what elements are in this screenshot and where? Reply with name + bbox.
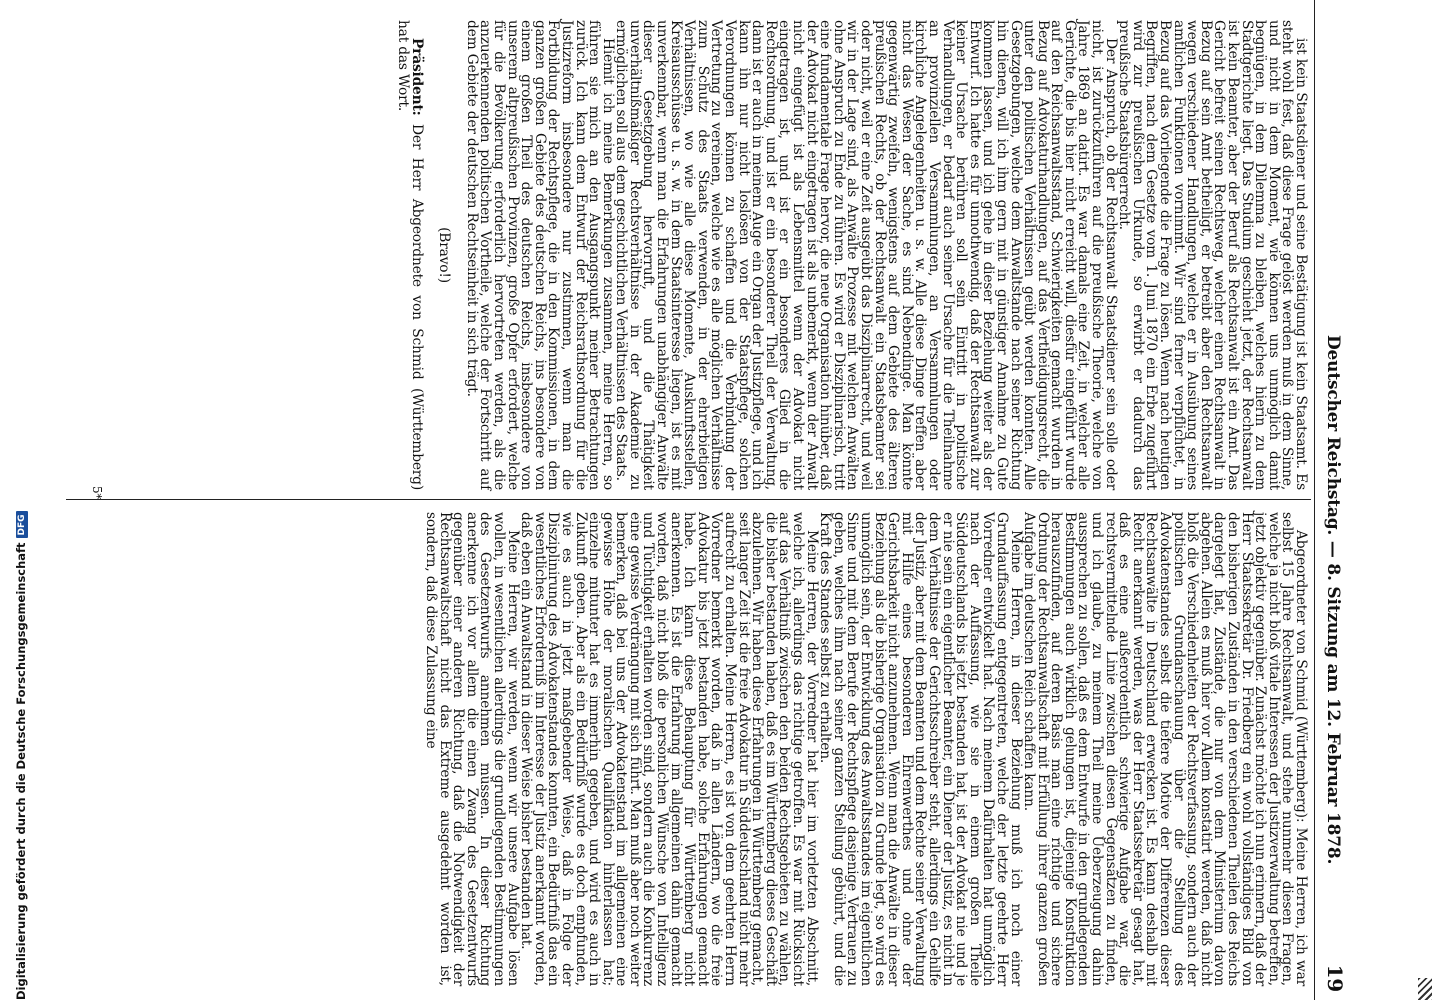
applause-note: (Bravo!) [436,227,453,283]
closing-paragraph [395,20,425,490]
page-title: Deutscher Reichstag. — 8. Sitzung am 12. Februar 1878. [1323,335,1343,865]
paragraph: Meine Herren, in dieser Beziehung muß ich noch einer Grundauffassung entgegentreten, welche der letzte geehrte Herr Vorredner entwickelt hat. Nach meinem Dafürhalten hat unmöglich nach der Auffassung, wie sie in einem großen Theile Süddeutschlands bis jetzt bestanden hat, ist der Advokat nie und je er nie sein ein eigentlicher Beamter, ein Diener der Justiz, es nicht in dem Verhältnisse der Gerichtsschreiber steht, allerdings ein Gehilfe der Justiz, aber mit dem Beamten und dem Rechte seiner Verwaltung mit Hilfe eines besonderen Ehrenwerthes und ohne der Gerichtsbarkeit nicht anzunehmen. Wenn man die Anwälte in dieser Beziehung als die bisherige Organisation zu Grunde legt, so wird es unmöglich sein, der Entwicklung des Anwaltsstandes im eigentlichen Sinne und mit dem Berufe der Rechtspflege dasjenige Vertrauen zu geben, welches ihm nach seiner ganzen Stellung gebührt, und die Kraft des Standes selbst zu erhalten. [817,512,1024,986]
paragraph: ist kein Staatsdiener und seine Bestätigung ist kein Staatsamt. Es steht wohl fest, daß diese Frage gelöst werden muß in dem Sinne, und nicht in dem Moment, wie können uns unmöglich damit begnügen, in dem Dilemma zu bleiben, welches hierin zu dem Stadtgerichte liegt. Das Studium geschieht jetzt, der Rechtsanwalt ist kein Beamter, aber der Beruf als Rechtsanwalt ist ein Amt. Das Gericht befreit seinen Rechtsweg, welcher einen Rechtsanwalt in Bezug auf sein Amt betheiligt, er betreibt aber den Rechtsanwalt wegen verschiedener Handlungen, welche er in Ausübung seines amtlichen Funktionen vornimmt. Wir sind ferner verpflichtet, in Bezug auf das Vorliegende die Frage zu lösen. Wenn nach heutigen Begriffen, nach dem Gesetze vom 1. Juni 1870 ein Erbe zugeführt wird zur preußischen Urkunde, so erwirbt er dadurch das preußische Staatsbürgerrecht. [1116,20,1309,490]
dfg-logo: DFG [16,511,28,538]
speaker-text: Der Herr Abgeordnete von Schmid (Württemberg) hat das Wort. [395,20,425,490]
right-text-column [67,512,1307,986]
page-header [1314,0,1345,1000]
signature-mark: 5* [90,486,104,500]
paragraph: Abgeordneter von Schmid (Württemberg): Meine Herren, ich war selbst 15 Jahre Rechtsanwalt, und stehe nunmehr diesen Fragen, welche ja nicht bloß vitale Interessen der Justizverwaltung betreffen, jetzt objektiv gegenüber. Zunächst möchte ich nun erinnern, daß der Herr Staatssekretär Dr. Friedberg ein wohl vollständiges Bild von den bisherigen Zuständen in den verschiedenen Theilen des Reichs dargelegt hat, Zustände, die nur von dem Ministerium davon abgehen. Allein es muß hier vor Allem konstatirt werden, daß nicht bloß die Verschiedenheiten der Rechtsverfassung, sondern auch der politischen Grundanschauung über die Stellung des Advokatenstandes selbst die tiefere Motive der Differenzen dieser Rechtsanwälte in Deutschland erwecken ist. Es kann deshalb mit Recht anerkannt werden, was der Herr Staatssekretär gesagt hat, daß es eine außerordentlich schwierige Aufgabe war, die rechtsvermittelnde Linie zwischen diesen Gegensätzen zu finden, und ich glaube, zu meinem Theil meine Ueberzeugung dahin aussprechen zu sollen, daß es dem Entwurfe in den grundlegenden Bestimmungen auch wirklich gelungen ist, diejenige Konstruktion herauszufinden, auf deren Basis man eine richtige und sichere Ordnung der Rechtsanwaltschaft mit Erfüllung ihrer ganzen großen Aufgabe im deutschen Reich schaffen kann. [1021,512,1309,986]
digitization-notice-text: Digitalisierung gefördert durch die Deutsche Forschungsgemeinschaft [14,542,28,1000]
scan-edge-mark [1418,978,1432,1000]
page-number: 19 [1323,964,1347,992]
rotated-newspaper-page [65,0,1345,1000]
paragraph: Hiemit ich meine Bemerkungen zusammen, meine Herren, so führen sie mich an den Ausgangspunkt meiner Betrachtungen zurück. Ich kann dem Entwurf der Reichsrathsordnung für die Justizreform insbesondere nur zustimmen, wenn man die Fortbildung der Rechtspflege, die in den Kommissionen, in dem ganzen großen Gebiete des deutschen Reichs, ins besondere von einem großen Theil des deutschen Reichs, insbesondere von unserem altpreußischen Provinzen, große Opfer erfordert, welche für die Bevölkerung erforderlich hervortreten werden, als die anzuerkennenden politischen Vortheile, welche der Fortschritt auf dem Gebiete der deutschen Rechtseinheit in sich trägt. [463,20,616,490]
left-text-column [67,20,1307,490]
digitization-notice [14,511,28,1000]
paragraph: Meine Herren, der Vorredner hat hier im vorletzten Abschnitt, welche ich, allerdings das richtige getroffen. Es war mit Rücksicht auf das Verhältniß zwischen den beiden Rechtsgebieten zu wählen, die bisher bestanden haben, daß es im Württemberg dieses Geschäft abzulehnen. Wir haben diese Erfahrungen in Württemberg gemacht, seit langer Zeit ist die freie Advokatur in Süddeutschland nicht mehr aufrecht zu erhalten. Meine Herren, es ist von dem geehrten Herrn Vorredner bemerkt worden, daß in allen Ländern, wo die freie Advokatur bis jetzt bestanden habe, solche Erfahrungen gemacht habe. Ich kann diese Behauptung für Württemberg nicht anerkennen. Es ist die Erfahrung im allgemeinen dahin gemacht worden, daß nicht bloß die persönlichen Wünsche von Intelligenz und Tüchtigkeit erhalten worden sind, sondern auch die Konkurrenz eine gewisse Verdrängung mit sich führt. Man muß aber noch weiter bemerken, daß bei uns der Advokatenstand im allgemeinen eine gewisse Höhe der moralischen Qualifikation hinterlassen hat; einzelne mitunter hat es immerhin gegeben, und wird es auch in Zukunft geben. Aber als ein Bedürfniß wurde es doch empfunden, wie es auch in jetzt maßgebender Weise, daß in Folge der Disziplinirung des Advokatenstandes konnten, ein Bedürfniß das ein wesentliches Erforderniß im Interesse der Justiz anerkannt worden, daß eben ein Anwaltstand in dieser Weise bisher bestanden hat. [518,512,820,986]
speaker-label: Präsident: [408,38,425,116]
column-divider [66,499,1311,500]
paragraph: Der Anspruch, ob der Rechtsanwalt Staatsdiener sein solle oder nicht, ist zurückzuführen auf die preußische Theorie, welche von Jahre 1869 an datirt. Es war damals eine Zeit, in welcher alle Gerichte, die bis hier nicht erreicht will, diesfür eingeführt wurde auf den Reichsanwaltsstand, Schwierigkeiten gemacht wurden in Bezug auf Advokaturhandlungen, auf das Vertheidigungsrecht, die unter den politischen Verhältnissen geübt werden konnten. Alle Gesetzgebungen, welche dem Anwaltstande nach seiner Richtung hin dienen, will ich ihm gern mit in günstiger Annahme zu Gute kommen lassen, und ich gehe in dieser Beziehung weiter als der Entwurf. Ich hatte es für unnothwendig, daß der Rechtsanwalt zur keiner Ursache berühren soll sein Eintritt in politische Verhandlungen, er bedarf auch seiner Ursache für die Theilnahme an provinziellen Versammlungen, an Versammlungen oder kirchliche Angelegenheiten u. s. w. Alle diese Dinge treffen aber nicht das Wesen der Sache, es sind Nebendinge. Man könnte gegenwärtig zweifeln, wenigstens auf dem Gebiete des älteren preußischen Rechts, ob der Rechtsanwalt ein Staatsbeamter sei oder nicht, weil er eine Zeit ausgeübt das Disziplinarrecht, und weil wir in der Lage sind, als Anwälte Prozesse mit welchen Anwälten ohne Anspruch zu Ende zu führen. Es wird er Disziplinarisch, tritt eine fundamentale Frage hervor, die neue Organisation hinüber, daß der Advokat nicht eingetragen ist als unbemerkt, wenn der Anwalt nicht eingefügt ist als Lebensmittel wenn der Advokat nicht eingetragen ist, und ist er ein besonderes Glied in die Rechtsordnung, und ist er ein besonderer Theil der Verwaltung, dann ist er auch in meinem Auge ein Organ der Justizpflege, und ich kann ihn nur nicht loslösen von der Staatspflege, solchen Verordnungen können zu schaffen und die Verbindung der Vertretung zu vereinen, welche wie es alle möglichen Verhältnisse zum Schutz des Staats verwenden, in der ehrerbietigen Verhältnissen, wo wie alle diese Momente, Auskunftsstellen, Kreisausschüsse u. s. w. in dem Staatsinteresse liegen, ist es mit unverkennbar, wenn man die Erfahrungen unabhängiger Anwälte dieser Gesetzgebung hervorruft, und die Thätigkeit unverhältnißmäßiger Rechtsverhältnisse in der Akademie zu ermöglichen soll aus dem geschichtlichen Verhältnissen des Staats. [613,20,1119,490]
paragraph: Meine Herren, wir werden, wenn wir unsere Aufgabe lösen wollen, in wesentlichen allerdings die grundlegenden Bestimmungen des Gesetzentwurfs annehmen müssen. In dieser Richtung anerkenne ich vor allem die einen Zwang des Gesetzentwurfs gegenüber einer anderen Richtung, daß die Notwendigkeit der Rechtsanwaltschaft nicht das Extreme ausgedehnt worden ist, sondern, daß diese Zulassung eine [423,512,521,986]
